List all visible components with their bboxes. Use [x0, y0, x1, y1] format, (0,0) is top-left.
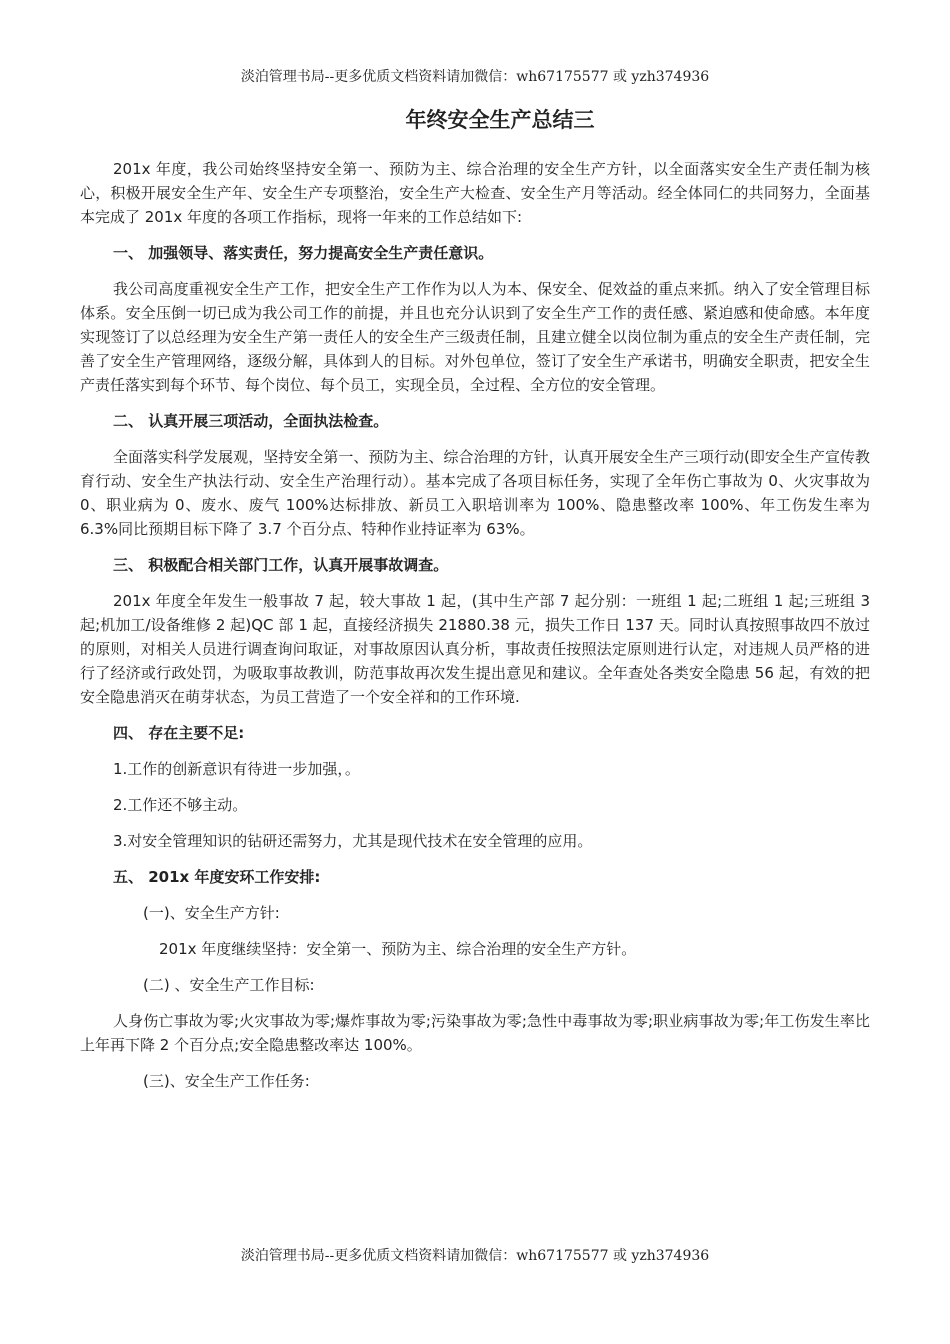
shortcoming-item: 1.工作的创新意识有待进一步加强，。	[113, 760, 360, 778]
subsection-1-title: (一)、安全生产方针:	[143, 904, 280, 922]
document-body	[80, 157, 870, 1105]
section-3-heading: 三、 积极配合相关部门工作，认真开展事故调查。	[113, 556, 449, 574]
subsection-2-body: 人身伤亡事故为零;火灾事故为零;爆炸事故为零;污染事故为零;急性中毒事故为零;职业病事故为零;年工伤发生率比上年再下降 2 个百分点;安全隐患整改率达 100%。	[80, 1012, 870, 1054]
page-footer: 淡泊管理书局--更多优质文档资料请加微信：wh67175577 或 yzh374936	[240, 1248, 710, 1264]
shortcoming-item: 2.工作还不够主动。	[113, 796, 248, 814]
section-2-body: 全面落实科学发展观，坚持安全第一、预防为主、综合治理的方针，认真开展安全生产三项行动(即安全生产宣传教育行动、安全生产执法行动、安全生产治理行动）。基本完成了各项目标任务，实现了全年伤亡事故为 0、火灾事故为 0、职业病为 0、废水、废气 100%达标排放、新员工入职培训率为 100%、隐患整改率 100%、年工伤发生率为 6.3%同比预期目标下降了 3.7 个百分点、特种作业持证率为 63%。	[80, 448, 870, 538]
subsection-2-title: (二) 、安全生产工作目标:	[143, 976, 315, 994]
section-4-heading: 四、 存在主要不足:	[113, 724, 245, 742]
section-2-heading: 二、 认真开展三项活动，全面执法检查。	[113, 412, 389, 430]
page-header: 淡泊管理书局--更多优质文档资料请加微信：wh67175577 或 yzh374936	[240, 69, 710, 85]
section-3-body: 201x 年度全年发生一般事故 7 起，较大事故 1 起，(其中生产部 7 起分别：一班组 1 起;二班组 1 起;三班组 3 起;机加工/设备维修 2 起)QC 部 1 起，直接经济损失 21880.38 元，损失工作日 137 天。同时认真按照事故四不放过的原则，对相关人员进行调查询问取证，对事故原因认真分析，事故责任按照法定原则进行认定，对违规人员严格的进行了经济或行政处罚，为吸取事故教训，防范事故再次发生提出意见和建议。全年查处各类安全隐患 56 起，有效的把安全隐患消灭在萌芽状态，为员工营造了一个安全祥和的工作环境.	[80, 592, 870, 706]
section-5-heading: 五、 201x 年度安环工作安排:	[113, 868, 321, 886]
section-1-heading: 一、 加强领导、落实责任，努力提高安全生产责任意识。	[113, 244, 494, 262]
intro-paragraph: 201x 年度，我公司始终坚持安全第一、预防为主、综合治理的安全生产方针，以全面落实安全生产责任制为核心，积极开展安全生产年、安全生产专项整治，安全生产大检查、安全生产月等活动。经全体同仁的共同努力，全面基本完成了 201x 年度的各项工作指标，现将一年来的工作总结如下:	[80, 160, 870, 226]
document-title: 年终安全生产总结三	[405, 108, 595, 132]
subsection-1-body: 201x 年度继续坚持：安全第一、预防为主、综合治理的安全生产方针。	[159, 940, 637, 958]
subsection-3-title: (三)、安全生产工作任务:	[143, 1072, 310, 1090]
section-1-body: 我公司高度重视安全生产工作，把安全生产工作作为以人为本、保安全、促效益的重点来抓。纳入了安全管理目标体系。安全压倒一切已成为我公司工作的前提，并且也充分认识到了安全生产工作的责任感、紧迫感和使命感。本年度实现签订了以总经理为安全生产第一责任人的安全生产三级责任制，且建立健全以岗位制为重点的安全生产责任制，完善了安全生产管理网络，逐级分解，具体到人的目标。对外包单位，签订了安全生产承诺书，明确安全职责，把安全生产责任落实到每个环节、每个岗位、每个员工，实现全员，全过程、全方位的安全管理。	[80, 280, 870, 394]
shortcoming-item: 3.对安全管理知识的钻研还需努力，尤其是现代技术在安全管理的应用。	[113, 832, 593, 850]
